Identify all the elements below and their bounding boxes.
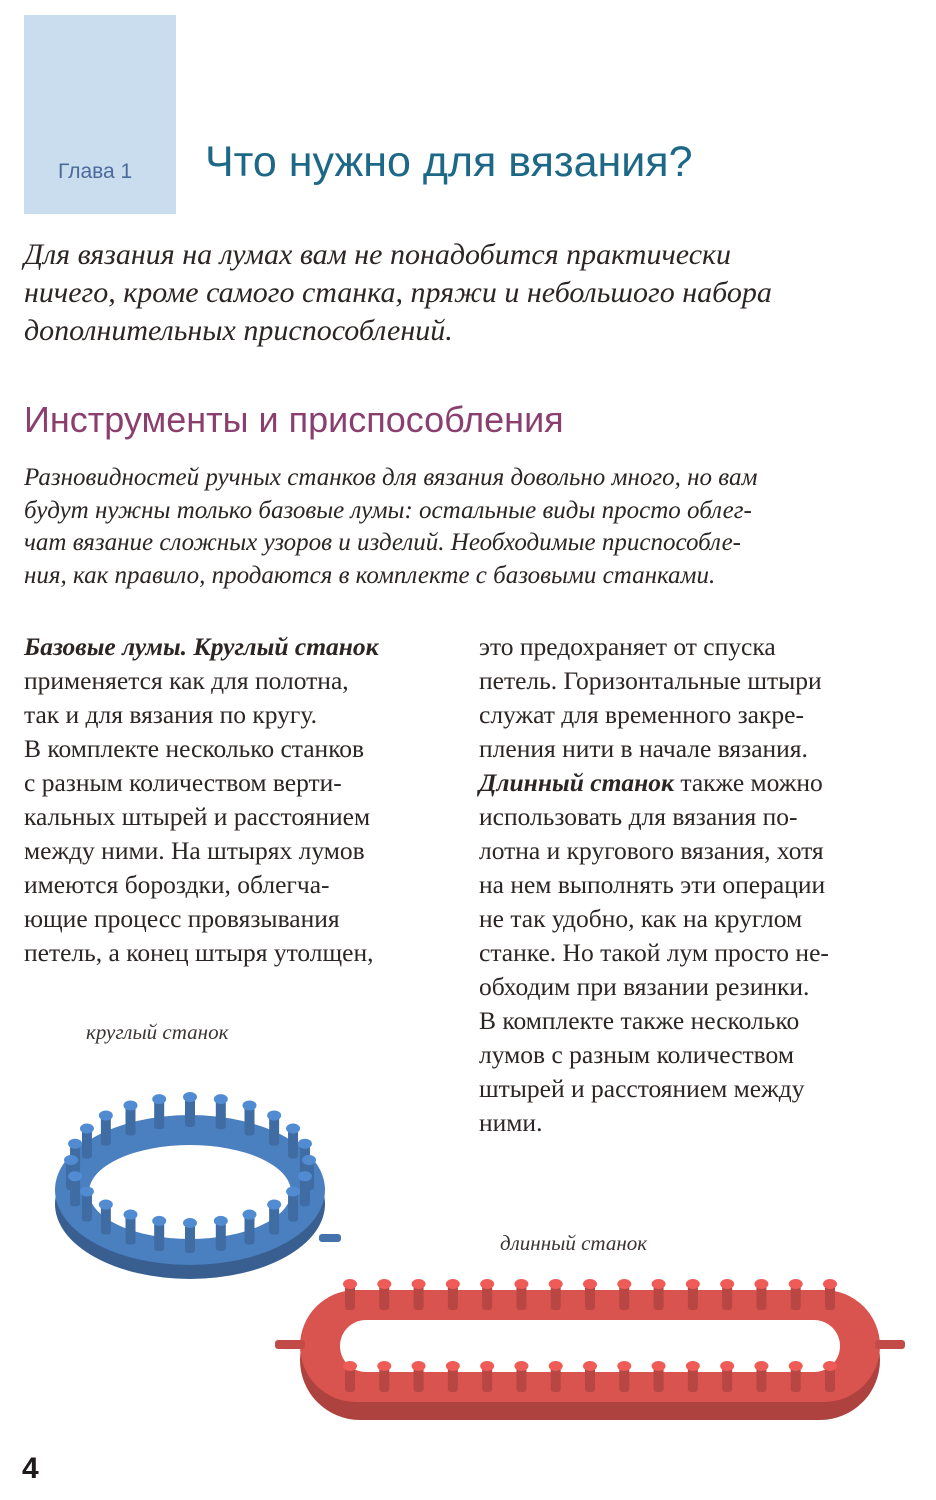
lead-rest: также можно: [674, 768, 823, 797]
round-loom-side-peg: [319, 1234, 341, 1242]
body-line: пления нити в начале вязания.: [479, 734, 808, 763]
loom-peg-cap: [68, 1139, 82, 1149]
loom-peg-cap: [652, 1361, 666, 1371]
body-line: применяется как для полотна,: [24, 666, 349, 695]
loom-peg-cap: [720, 1279, 734, 1289]
section-intro-line: будут нужны только базовые лумы: остальные виды просто облег-: [24, 496, 752, 524]
body-line: В комплекте несколько станков: [24, 734, 365, 763]
round-loom-caption: круглый станок: [86, 1020, 229, 1044]
loom-peg-cap: [754, 1279, 768, 1289]
section-intro-line: чат вязание сложных узоров и изделий. Необходимые приспособле-: [24, 529, 742, 556]
left-column-lead: Базовые лумы. Круглый станок: [24, 632, 379, 661]
loom-peg-cap: [243, 1100, 257, 1110]
loom-peg-cap: [99, 1200, 113, 1210]
loom-peg-cap: [377, 1361, 391, 1371]
loom-peg-cap: [686, 1279, 700, 1289]
chapter-label: Глава 1: [58, 160, 133, 183]
loom-peg-cap: [343, 1279, 357, 1289]
intro-paragraph: [24, 236, 919, 350]
loom-peg-cap: [343, 1361, 357, 1371]
body-line: петель, а конец штыря утолщен,: [24, 938, 374, 967]
loom-peg-cap: [514, 1361, 528, 1371]
loom-peg-cap: [298, 1139, 312, 1149]
section-intro-line: Разновидностей ручных станков для вязания довольно много, но вам: [24, 464, 758, 491]
section-intro-line: ния, как правило, продаются в комплекте с базовыми станками.: [24, 561, 716, 589]
loom-peg-cap: [80, 1187, 94, 1197]
loom-peg-cap: [446, 1361, 460, 1371]
long-loom-caption: длинный станок: [500, 1231, 648, 1255]
body-line: на нем выполнять эти операции: [479, 870, 826, 899]
loom-peg-cap: [480, 1361, 494, 1371]
loom-peg-cap: [152, 1094, 166, 1104]
loom-peg-cap: [80, 1124, 94, 1134]
loom-peg-cap: [789, 1361, 803, 1371]
intro-line: дополнительных приспособлений.: [24, 314, 453, 347]
loom-peg-cap: [377, 1279, 391, 1289]
long-loom-illustration: [270, 1260, 910, 1460]
body-line: лумов с разным количеством: [479, 1040, 794, 1069]
loom-peg-cap: [583, 1361, 597, 1371]
right-column: [479, 630, 909, 1140]
loom-peg-cap: [720, 1361, 734, 1371]
loom-peg-cap: [446, 1279, 460, 1289]
loom-peg-cap: [286, 1187, 300, 1197]
body-line: станке. Но такой лум просто не-: [479, 938, 829, 967]
body-line: не так удобно, как на круглом: [479, 904, 803, 933]
loom-peg-cap: [514, 1279, 528, 1289]
loom-peg-cap: [183, 1092, 197, 1102]
loom-peg-cap: [64, 1155, 78, 1165]
long-loom-end-peg: [875, 1340, 905, 1349]
loom-peg-cap: [686, 1361, 700, 1371]
loom-peg-cap: [267, 1110, 281, 1120]
body-line: штырей и расстоянием между: [479, 1074, 805, 1103]
loom-peg-cap: [480, 1279, 494, 1289]
loom-peg-cap: [214, 1094, 228, 1104]
loom-peg-cap: [298, 1171, 312, 1181]
left-column: [24, 630, 454, 970]
loom-peg-cap: [302, 1155, 316, 1165]
body-line: использовать для вязания по-: [479, 802, 798, 831]
loom-peg-cap: [583, 1279, 597, 1289]
page-number: 4: [22, 1452, 39, 1485]
body-line: это предохраняет от спуска: [479, 632, 776, 661]
body-line: ними.: [479, 1108, 543, 1137]
page-title: Что нужно для вязания?: [205, 138, 693, 186]
loom-peg-cap: [152, 1216, 166, 1226]
chapter-box: [24, 15, 176, 214]
body-line: В комплекте также несколько: [479, 1006, 800, 1035]
loom-peg-cap: [549, 1279, 563, 1289]
right-column-lead: Длинный станок: [479, 768, 674, 797]
body-line: так и для вязания по кругу.: [24, 700, 317, 729]
body-line: ющие процесс провязывания: [24, 904, 340, 933]
body-line: служат для временного закре-: [479, 700, 804, 729]
loom-peg-cap: [267, 1200, 281, 1210]
loom-peg-cap: [124, 1210, 138, 1220]
loom-peg-cap: [183, 1218, 197, 1228]
loom-peg-cap: [789, 1279, 803, 1289]
body-line: с разным количеством верти-: [24, 768, 342, 797]
intro-line: ничего, кроме самого станка, пряжи и небольшого набора: [24, 276, 772, 309]
loom-peg-cap: [549, 1361, 563, 1371]
intro-line: Для вязания на лумах вам не понадобится практически: [24, 238, 732, 271]
loom-peg-cap: [412, 1279, 426, 1289]
loom-peg-cap: [823, 1279, 837, 1289]
body-line: лотна и кругового вязания, хотя: [479, 836, 824, 865]
loom-peg-cap: [243, 1210, 257, 1220]
loom-peg-cap: [68, 1171, 82, 1181]
body-line-with-lead: [479, 766, 909, 800]
loom-peg-cap: [617, 1279, 631, 1289]
long-loom-end-peg: [275, 1340, 305, 1349]
loom-peg-cap: [652, 1279, 666, 1289]
loom-peg-cap: [214, 1216, 228, 1226]
loom-peg-cap: [617, 1361, 631, 1371]
loom-peg-cap: [823, 1361, 837, 1371]
body-line: между ними. На штырях лумов: [24, 836, 365, 865]
body-line: обходим при вязании резинки.: [479, 972, 810, 1001]
section-heading: Инструменты и приспособления: [24, 399, 564, 440]
body-line: петель. Горизонтальные штыри: [479, 666, 822, 695]
loom-peg-cap: [99, 1110, 113, 1120]
section-intro: [24, 462, 904, 592]
body-line: кальных штырей и расстоянием: [24, 802, 371, 831]
body-line: имеются бороздки, облегча-: [24, 870, 330, 899]
loom-peg-cap: [412, 1361, 426, 1371]
loom-peg-cap: [286, 1124, 300, 1134]
loom-peg-cap: [124, 1100, 138, 1110]
loom-peg-cap: [754, 1361, 768, 1371]
